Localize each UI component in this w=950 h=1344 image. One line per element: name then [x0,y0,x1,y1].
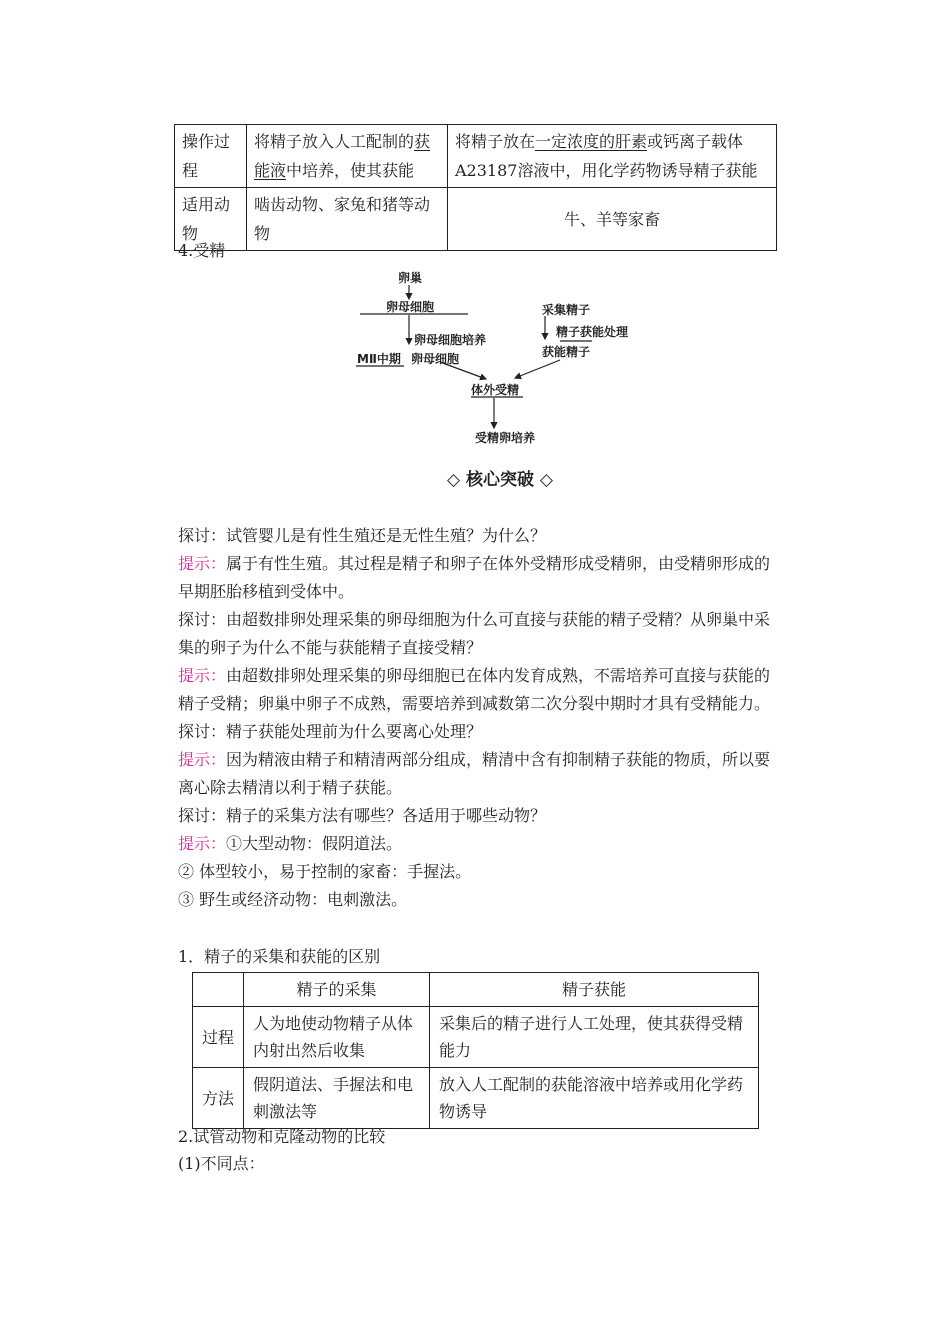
qa-tip-cont: 离心除去精清以利于精子获能。 [178,778,403,797]
section-heading: 4.受精 [178,241,226,260]
table-header-row [193,973,759,1007]
table-cell: 将精子放入人工配制的获能液中培养，使其获能 [247,125,448,188]
table-cell: 放入人工配制的获能溶液中培养或用化学药物诱导 [430,1068,759,1129]
sub-heading: (1)不同点： [178,1154,265,1173]
diagram-arrows [0,0,950,470]
node-ivf: 体外受精 [471,383,520,397]
qa-tip: 提示：由超数排卵处理采集的卵母细胞已在体内发育成熟，不需培养可直接与获能的 [178,666,771,685]
table-cell: 假阴道法、手握法和电刺激法等 [244,1068,430,1129]
point-heading: 2.试管动物和克隆动物的比较 [178,1127,386,1146]
node-mii-stage: MⅡ中期 [357,352,401,366]
node-oocyte-mature: 卵母细胞 [411,352,460,366]
table-cell: 啮齿动物、家兔和猪等动物 [247,188,448,251]
row-header: 过程 [193,1007,244,1068]
node-collect-sperm: 采集精子 [542,303,591,317]
column-header: 精子获能 [430,973,759,1007]
table-row [193,1007,759,1068]
tip-item: ③ 野生或经济动物：电刺激法。 [178,890,408,909]
qa-question: 探讨：精子的采集方法有哪些？各适用于哪些动物？ [178,806,547,825]
qa-tip-cont: 早期胚胎移植到受体中。 [178,582,355,601]
node-capacitated-sperm: 获能精子 [542,345,591,359]
qa-tip: 提示：①大型动物：假阴道法。 [178,834,403,853]
tip-item: ② 体型较小，易于控制的家畜：手握法。 [178,862,472,881]
table-row [193,1068,759,1129]
node-ovary: 卵巢 [398,271,423,285]
qa-tip-cont: 精子受精；卵巢中卵子不成熟，需要培养到减数第二次分裂中期时才具有受精能力。 [178,694,771,713]
row-header: 方法 [193,1068,244,1129]
qa-question: 探讨：由超数排卵处理采集的卵母细胞为什么可直接与获能的精子受精？从卵巢中采 [178,610,771,629]
table-cell: 将精子放在一定浓度的肝素或钙离子载体A23187溶液中，用化学药物诱导精子获能 [448,125,777,188]
column-header [193,973,244,1007]
sperm-comparison-table [192,972,759,1129]
column-header: 精子的采集 [244,973,430,1007]
qa-question: 探讨：精子获能处理前为什么要离心处理？ [178,722,483,741]
row-header: 适用动物 [175,188,247,251]
qa-question: 探讨：试管婴儿是有性生殖还是无性生殖？为什么？ [178,526,547,545]
qa-tip: 提示：属于有性生殖。其过程是精子和卵子在体外受精形成受精卵，由受精卵形成的 [178,554,771,573]
label-capacitation: 精子获能处理 [556,325,629,339]
qa-tip: 提示：因为精液由精子和精清两部分组成，精清中含有抑制精子获能的物质，所以要 [178,750,771,769]
point-heading: 1．精子的采集和获能的区别 [178,947,381,966]
row-header: 操作过程 [175,125,247,188]
label-oocyte-culture: 卵母细胞培养 [414,333,487,347]
node-zygote-culture: 受精卵培养 [475,431,536,445]
section-banner: ◇ 核心突破 ◇ [447,470,553,490]
node-oocyte: 卵母细胞 [386,300,435,314]
table-cell: 采集后的精子进行人工处理，使其获得受精能力 [430,1007,759,1068]
table-cell: 人为地使动物精子从体内射出然后收集 [244,1007,430,1068]
table-cell: 牛、羊等家畜 [448,188,777,251]
qa-question-cont: 集的卵子为什么不能与获能精子直接受精？ [178,638,483,657]
